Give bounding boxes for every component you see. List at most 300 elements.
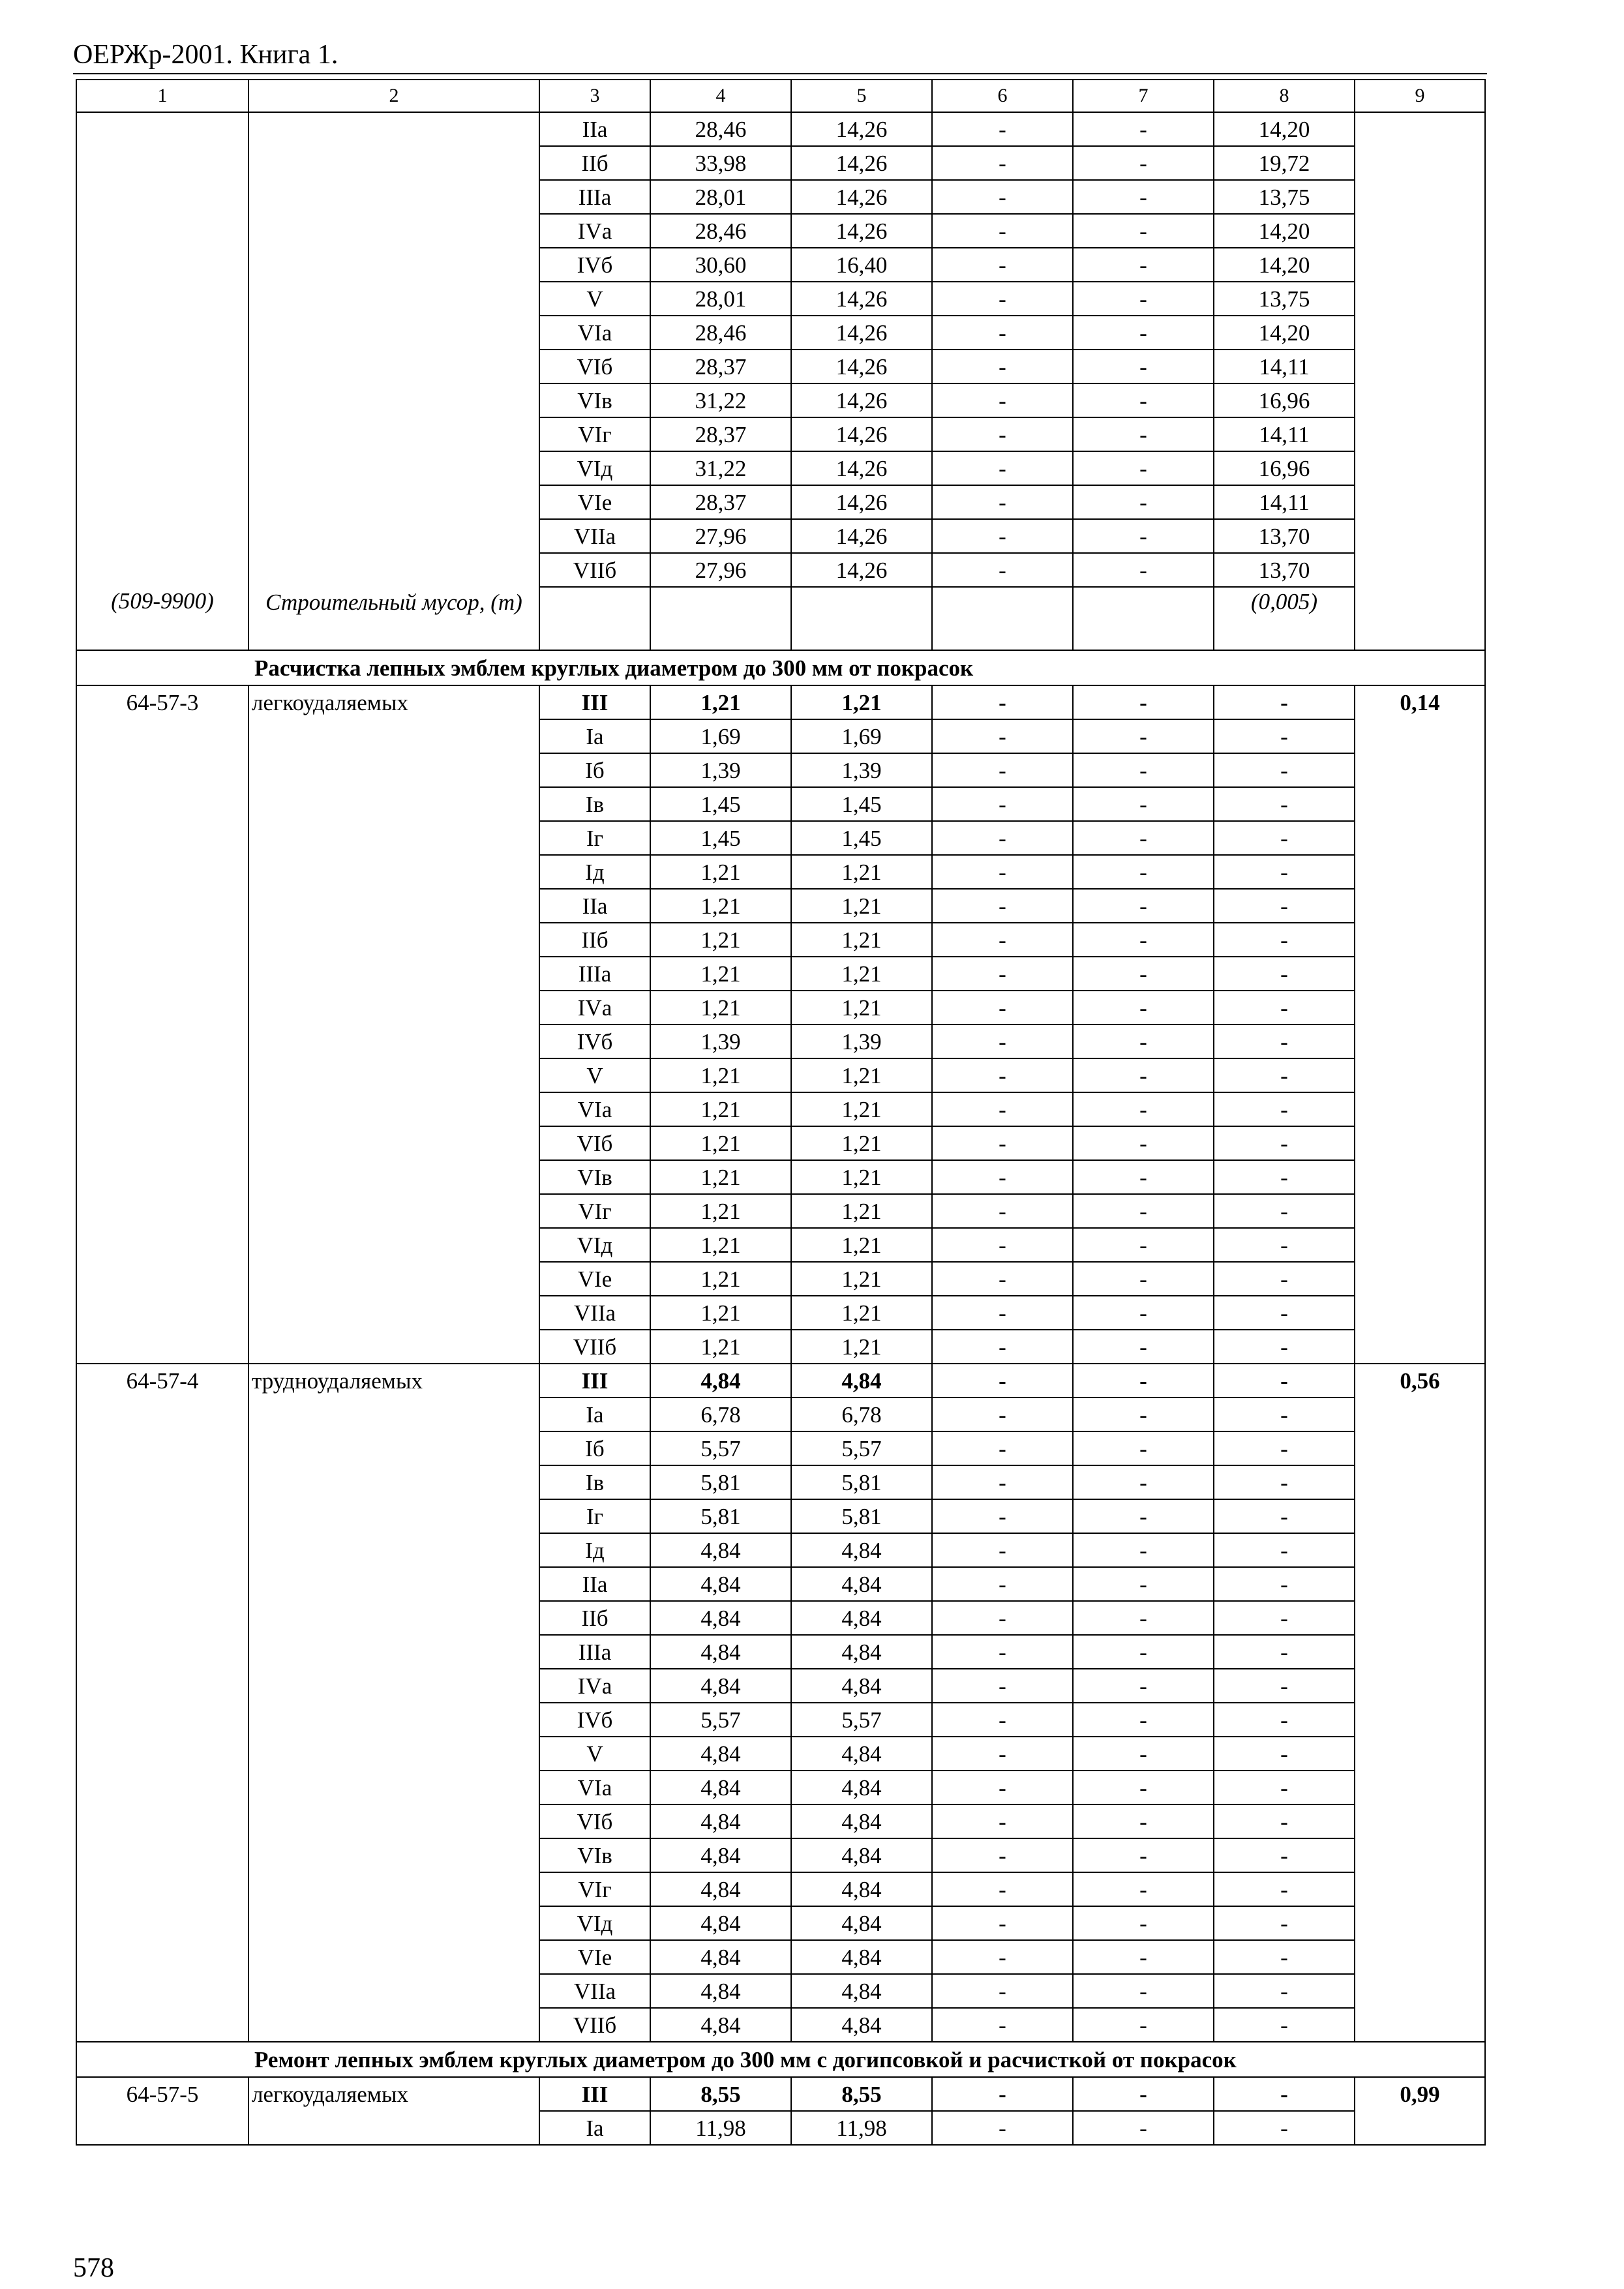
resource-name: Строительный мусор, (т)	[248, 587, 539, 650]
value-cell: 14,26	[791, 519, 932, 553]
value-cell: 1,21	[791, 957, 932, 991]
value-cell: 1,21	[650, 855, 791, 889]
value-cell: -	[932, 1906, 1073, 1940]
value-cell: -	[932, 1974, 1073, 2008]
value-cell: VIг	[539, 1872, 650, 1906]
value-cell: IIб	[539, 1601, 650, 1635]
value-cell: -	[1073, 1974, 1214, 2008]
value-cell: -	[1073, 1465, 1214, 1499]
value-cell: -	[1073, 1330, 1214, 1364]
value-cell: 4,84	[791, 1737, 932, 1771]
value-cell: 14,20	[1214, 248, 1355, 282]
value-cell: -	[932, 1499, 1073, 1533]
value-cell: 8,55	[650, 2077, 791, 2111]
value-cell: -	[932, 316, 1073, 350]
value-cell: -	[932, 2008, 1073, 2042]
value-cell: -	[1214, 1804, 1355, 1838]
value-cell: VIIа	[539, 1296, 650, 1330]
value-cell: 28,46	[650, 112, 791, 146]
name-cell	[248, 112, 539, 587]
value-cell: -	[1214, 1296, 1355, 1330]
value-cell: -	[932, 1160, 1073, 1194]
value-cell: -	[1073, 889, 1214, 923]
value-cell: -	[1214, 1601, 1355, 1635]
value-cell: IIб	[539, 146, 650, 180]
value-cell: 1,21	[650, 685, 791, 719]
value-cell: 28,37	[650, 485, 791, 519]
value-cell: VIд	[539, 1228, 650, 1262]
value-cell: VIа	[539, 316, 650, 350]
value-cell: VIв	[539, 1838, 650, 1872]
value-cell: -	[932, 146, 1073, 180]
value-cell: IVб	[539, 1025, 650, 1058]
value-cell: 1,21	[791, 923, 932, 957]
resource-code: (509-9900)	[76, 587, 248, 650]
column-number: 4	[650, 80, 791, 112]
value-cell: 1,69	[791, 719, 932, 753]
value-cell: 14,26	[791, 316, 932, 350]
column-number: 3	[539, 80, 650, 112]
value-cell: -	[932, 214, 1073, 248]
value-cell: -	[1073, 1296, 1214, 1330]
value-cell: -	[932, 1669, 1073, 1703]
value-cell: -	[932, 821, 1073, 855]
value-cell: 5,57	[650, 1703, 791, 1737]
value-cell: -	[1073, 1906, 1214, 1940]
value-cell: -	[1073, 519, 1214, 553]
value-cell: -	[932, 1771, 1073, 1804]
table-row	[76, 1364, 1485, 1398]
value-cell: IIа	[539, 1567, 650, 1601]
value-cell: 1,21	[650, 1160, 791, 1194]
value-cell: 1,21	[791, 1330, 932, 1364]
value-cell: -	[1073, 316, 1214, 350]
value-cell: 4,84	[650, 1804, 791, 1838]
value-cell: -	[1214, 1364, 1355, 1398]
value-cell: IIб	[539, 923, 650, 957]
value-cell: 16,40	[791, 248, 932, 282]
value-cell: -	[1073, 180, 1214, 214]
value-cell: 1,21	[650, 1126, 791, 1160]
value-cell: 1,69	[650, 719, 791, 753]
value-cell: 1,21	[650, 1092, 791, 1126]
value-cell: 16,96	[1214, 451, 1355, 485]
value-cell: 5,81	[791, 1499, 932, 1533]
value-cell: 14,26	[791, 214, 932, 248]
price-table-body	[76, 80, 1485, 2145]
column-number: 2	[248, 80, 539, 112]
value-cell: VIв	[539, 383, 650, 417]
resource-quantity: (0,005)	[1214, 587, 1355, 650]
value-cell: 6,78	[650, 1398, 791, 1431]
value-cell: -	[1073, 350, 1214, 383]
value-cell: -	[1214, 889, 1355, 923]
value-cell: -	[1214, 991, 1355, 1025]
value-cell: -	[932, 1262, 1073, 1296]
value-cell: -	[1073, 2008, 1214, 2042]
value-cell: -	[1073, 957, 1214, 991]
value-cell: 14,20	[1214, 214, 1355, 248]
value-cell: 14,26	[791, 282, 932, 316]
value-cell: 1,21	[791, 1126, 932, 1160]
value-cell: -	[932, 855, 1073, 889]
value-cell: 31,22	[650, 451, 791, 485]
value-cell: -	[932, 991, 1073, 1025]
value-cell: 1,45	[650, 787, 791, 821]
value-cell: -	[1214, 1940, 1355, 1974]
value-cell: -	[1073, 1160, 1214, 1194]
value-cell: -	[1214, 1669, 1355, 1703]
value-cell: -	[1214, 1567, 1355, 1601]
item-consumption: 0,56	[1355, 1364, 1485, 2042]
value-cell: -	[932, 2111, 1073, 2145]
value-cell: -	[1214, 1160, 1355, 1194]
value-cell: VIа	[539, 1771, 650, 1804]
value-cell: -	[1214, 957, 1355, 991]
value-cell: -	[932, 1635, 1073, 1669]
value-cell: -	[1073, 1126, 1214, 1160]
value-cell: -	[932, 685, 1073, 719]
value-cell: -	[1073, 685, 1214, 719]
value-cell: 1,21	[650, 991, 791, 1025]
value-cell: -	[1073, 1058, 1214, 1092]
document-title: ОЕРЖр-2001. Книга 1.	[73, 40, 338, 70]
value-cell: -	[1214, 2111, 1355, 2145]
value-cell: -	[1214, 1398, 1355, 1431]
value-cell: -	[1073, 1838, 1214, 1872]
value-cell: -	[932, 787, 1073, 821]
value-cell: VIIа	[539, 519, 650, 553]
item-name: трудноудаляемых	[248, 1364, 539, 2042]
value-cell: Iд	[539, 1533, 650, 1567]
value-cell: -	[1214, 1771, 1355, 1804]
value-cell: Iа	[539, 1398, 650, 1431]
value-cell: VIIб	[539, 1330, 650, 1364]
value-cell: 1,21	[650, 923, 791, 957]
value-cell: -	[932, 519, 1073, 553]
value-cell: 1,21	[791, 1262, 932, 1296]
value-cell: -	[1073, 855, 1214, 889]
value-cell: -	[932, 1194, 1073, 1228]
value-cell: 4,84	[650, 2008, 791, 2042]
item-code: 64-57-3	[76, 685, 248, 1364]
value-cell: 1,21	[650, 1194, 791, 1228]
value-cell: 4,84	[791, 1533, 932, 1567]
value-cell: Iб	[539, 753, 650, 787]
value-cell: IVб	[539, 248, 650, 282]
value-cell: -	[1214, 1431, 1355, 1465]
value-cell: -	[932, 1940, 1073, 1974]
value-cell: -	[1073, 1737, 1214, 1771]
value-cell: 5,81	[650, 1499, 791, 1533]
value-cell: 4,84	[650, 1872, 791, 1906]
value-cell: -	[1073, 485, 1214, 519]
value-cell: 6,78	[791, 1398, 932, 1431]
page-number: 578	[73, 2253, 114, 2283]
value-cell: VIIб	[539, 553, 650, 587]
value-cell: -	[932, 1228, 1073, 1262]
value-cell: 1,21	[650, 1228, 791, 1262]
value-cell: -	[1214, 1499, 1355, 1533]
value-cell: -	[1214, 1533, 1355, 1567]
value-cell: -	[932, 180, 1073, 214]
value-cell: -	[1214, 2008, 1355, 2042]
value-cell: 5,57	[791, 1431, 932, 1465]
value-cell: -	[1073, 821, 1214, 855]
value-cell: 8,55	[791, 2077, 932, 2111]
value-cell: Iв	[539, 787, 650, 821]
value-cell: -	[1214, 1194, 1355, 1228]
value-cell: VIб	[539, 350, 650, 383]
value-cell: VIе	[539, 485, 650, 519]
table-cell	[650, 587, 791, 650]
value-cell: Iг	[539, 821, 650, 855]
value-cell: -	[1214, 1330, 1355, 1364]
value-cell: 28,46	[650, 214, 791, 248]
value-cell: -	[932, 1838, 1073, 1872]
value-cell: -	[932, 1872, 1073, 1906]
value-cell: -	[932, 2077, 1073, 2111]
value-cell: -	[1214, 1465, 1355, 1499]
value-cell: -	[932, 1364, 1073, 1398]
value-cell: -	[1214, 1737, 1355, 1771]
value-cell: VIв	[539, 1160, 650, 1194]
value-cell: -	[1073, 787, 1214, 821]
value-cell: 1,45	[791, 787, 932, 821]
column-number: 5	[791, 80, 932, 112]
value-cell: -	[932, 889, 1073, 923]
value-cell: 14,26	[791, 112, 932, 146]
table-cell	[791, 587, 932, 650]
value-cell: 28,01	[650, 180, 791, 214]
value-cell: 4,84	[791, 1669, 932, 1703]
value-cell: -	[1073, 1635, 1214, 1669]
section-title: Ремонт лепных эмблем круглых диаметром до 300 мм с догипсовкой и расчисткой от покрасок	[76, 2042, 1485, 2077]
value-cell: -	[1214, 719, 1355, 753]
value-cell: 1,21	[650, 889, 791, 923]
value-cell: -	[1214, 855, 1355, 889]
value-cell: 4,84	[650, 1567, 791, 1601]
value-cell: -	[1214, 1838, 1355, 1872]
value-cell: -	[1214, 923, 1355, 957]
value-cell: -	[1073, 1262, 1214, 1296]
value-cell: 14,26	[791, 383, 932, 417]
value-cell: -	[932, 451, 1073, 485]
item-name: легкоудаляемых	[248, 685, 539, 1364]
section-header-row	[76, 2042, 1485, 2077]
value-cell: 1,39	[650, 753, 791, 787]
value-cell: 4,84	[791, 1940, 932, 1974]
value-cell: 5,57	[791, 1703, 932, 1737]
value-cell: -	[1214, 1906, 1355, 1940]
value-cell: -	[1073, 1533, 1214, 1567]
value-cell: -	[1073, 2077, 1214, 2111]
value-cell: 4,84	[650, 1669, 791, 1703]
value-cell: -	[932, 417, 1073, 451]
value-cell: 28,37	[650, 417, 791, 451]
column-number: 1	[76, 80, 248, 112]
value-cell: -	[1073, 1025, 1214, 1058]
value-cell: -	[1073, 2111, 1214, 2145]
value-cell: 4,84	[650, 1364, 791, 1398]
value-cell: 14,20	[1214, 316, 1355, 350]
value-cell: -	[1214, 685, 1355, 719]
value-cell: 1,39	[650, 1025, 791, 1058]
value-cell: IIIа	[539, 1635, 650, 1669]
value-cell: -	[1214, 753, 1355, 787]
value-cell: -	[932, 553, 1073, 587]
value-cell: -	[932, 383, 1073, 417]
value-cell: IVа	[539, 214, 650, 248]
value-cell: V	[539, 1058, 650, 1092]
value-cell: 30,60	[650, 248, 791, 282]
value-cell: 13,75	[1214, 282, 1355, 316]
value-cell: 28,37	[650, 350, 791, 383]
value-cell: 1,21	[791, 1160, 932, 1194]
value-cell: -	[1073, 1092, 1214, 1126]
value-cell: -	[1214, 1703, 1355, 1737]
table-row	[76, 112, 1485, 146]
value-cell: -	[1073, 753, 1214, 787]
value-cell: 1,21	[650, 1262, 791, 1296]
value-cell: VIг	[539, 417, 650, 451]
section-header-row	[76, 650, 1485, 685]
value-cell: 28,01	[650, 282, 791, 316]
value-cell: 1,21	[791, 889, 932, 923]
value-cell: 1,39	[791, 1025, 932, 1058]
value-cell: Iв	[539, 1465, 650, 1499]
value-cell: -	[1073, 112, 1214, 146]
item-code: 64-57-4	[76, 1364, 248, 2042]
value-cell: IIIа	[539, 180, 650, 214]
value-cell: -	[1214, 2077, 1355, 2111]
value-cell: 1,21	[650, 1296, 791, 1330]
value-cell: -	[932, 1058, 1073, 1092]
value-cell: 5,57	[650, 1431, 791, 1465]
consumption-cell	[1355, 112, 1485, 587]
value-cell: -	[932, 753, 1073, 787]
value-cell: 5,81	[650, 1465, 791, 1499]
value-cell: 14,26	[791, 146, 932, 180]
table-row	[76, 685, 1485, 719]
value-cell: -	[1073, 1601, 1214, 1635]
value-cell: -	[932, 1296, 1073, 1330]
value-cell: -	[1073, 1364, 1214, 1398]
value-cell: -	[932, 1025, 1073, 1058]
value-cell: Iа	[539, 719, 650, 753]
value-cell: 1,21	[791, 685, 932, 719]
value-cell: 4,84	[791, 1872, 932, 1906]
value-cell: -	[1073, 1499, 1214, 1533]
value-cell: 4,84	[791, 1601, 932, 1635]
value-cell: -	[932, 1737, 1073, 1771]
value-cell: 4,84	[650, 1601, 791, 1635]
value-cell: -	[1214, 1872, 1355, 1906]
value-cell: 11,98	[650, 2111, 791, 2145]
value-cell: -	[1073, 1703, 1214, 1737]
value-cell: IVб	[539, 1703, 650, 1737]
value-cell: -	[932, 1533, 1073, 1567]
value-cell: -	[1214, 1228, 1355, 1262]
value-cell: -	[932, 1465, 1073, 1499]
value-cell: 31,22	[650, 383, 791, 417]
value-cell: -	[932, 923, 1073, 957]
value-cell: 4,84	[791, 1804, 932, 1838]
value-cell: -	[1214, 1262, 1355, 1296]
value-cell: -	[1214, 1635, 1355, 1669]
value-cell: -	[932, 1431, 1073, 1465]
value-cell: -	[1214, 1058, 1355, 1092]
value-cell: -	[932, 485, 1073, 519]
value-cell: -	[1214, 1092, 1355, 1126]
value-cell: 1,45	[650, 821, 791, 855]
table-cell	[539, 587, 650, 650]
value-cell: III	[539, 2077, 650, 2111]
value-cell: -	[1073, 1431, 1214, 1465]
value-cell: -	[1214, 1126, 1355, 1160]
table-cell	[1073, 587, 1214, 650]
value-cell: 4,84	[650, 1940, 791, 1974]
value-cell: 14,26	[791, 485, 932, 519]
value-cell: 4,84	[791, 1906, 932, 1940]
value-cell: 1,21	[650, 1330, 791, 1364]
value-cell: 1,39	[791, 753, 932, 787]
code-cell	[76, 112, 248, 587]
value-cell: -	[1073, 991, 1214, 1025]
value-cell: 28,46	[650, 316, 791, 350]
value-cell: -	[932, 1092, 1073, 1126]
value-cell: -	[1073, 553, 1214, 587]
value-cell: 14,26	[791, 417, 932, 451]
value-cell: -	[1073, 1567, 1214, 1601]
value-cell: 11,98	[791, 2111, 932, 2145]
value-cell: -	[932, 248, 1073, 282]
value-cell: 1,21	[650, 1058, 791, 1092]
value-cell: III	[539, 685, 650, 719]
resource-row	[76, 587, 1485, 650]
value-cell: -	[932, 1398, 1073, 1431]
column-number-row	[76, 80, 1485, 112]
value-cell: 14,20	[1214, 112, 1355, 146]
value-cell: 27,96	[650, 553, 791, 587]
value-cell: Iа	[539, 2111, 650, 2145]
value-cell: 4,84	[791, 1974, 932, 2008]
value-cell: 4,84	[650, 1838, 791, 1872]
value-cell: 1,21	[791, 1228, 932, 1262]
value-cell: Iд	[539, 855, 650, 889]
value-cell: -	[932, 1567, 1073, 1601]
value-cell: IVа	[539, 991, 650, 1025]
value-cell: 14,11	[1214, 350, 1355, 383]
value-cell: 1,21	[650, 957, 791, 991]
value-cell: Iб	[539, 1431, 650, 1465]
value-cell: -	[932, 957, 1073, 991]
value-cell: 16,96	[1214, 383, 1355, 417]
value-cell: -	[1073, 1804, 1214, 1838]
table-cell	[932, 587, 1073, 650]
value-cell: 1,45	[791, 821, 932, 855]
value-cell: -	[1073, 383, 1214, 417]
item-code: 64-57-5	[76, 2077, 248, 2145]
value-cell: VIг	[539, 1194, 650, 1228]
value-cell: VIIб	[539, 2008, 650, 2042]
value-cell: -	[1214, 1025, 1355, 1058]
value-cell: IIа	[539, 112, 650, 146]
value-cell: 14,26	[791, 350, 932, 383]
header-divider	[73, 73, 1487, 74]
value-cell: V	[539, 1737, 650, 1771]
value-cell: Iг	[539, 1499, 650, 1533]
